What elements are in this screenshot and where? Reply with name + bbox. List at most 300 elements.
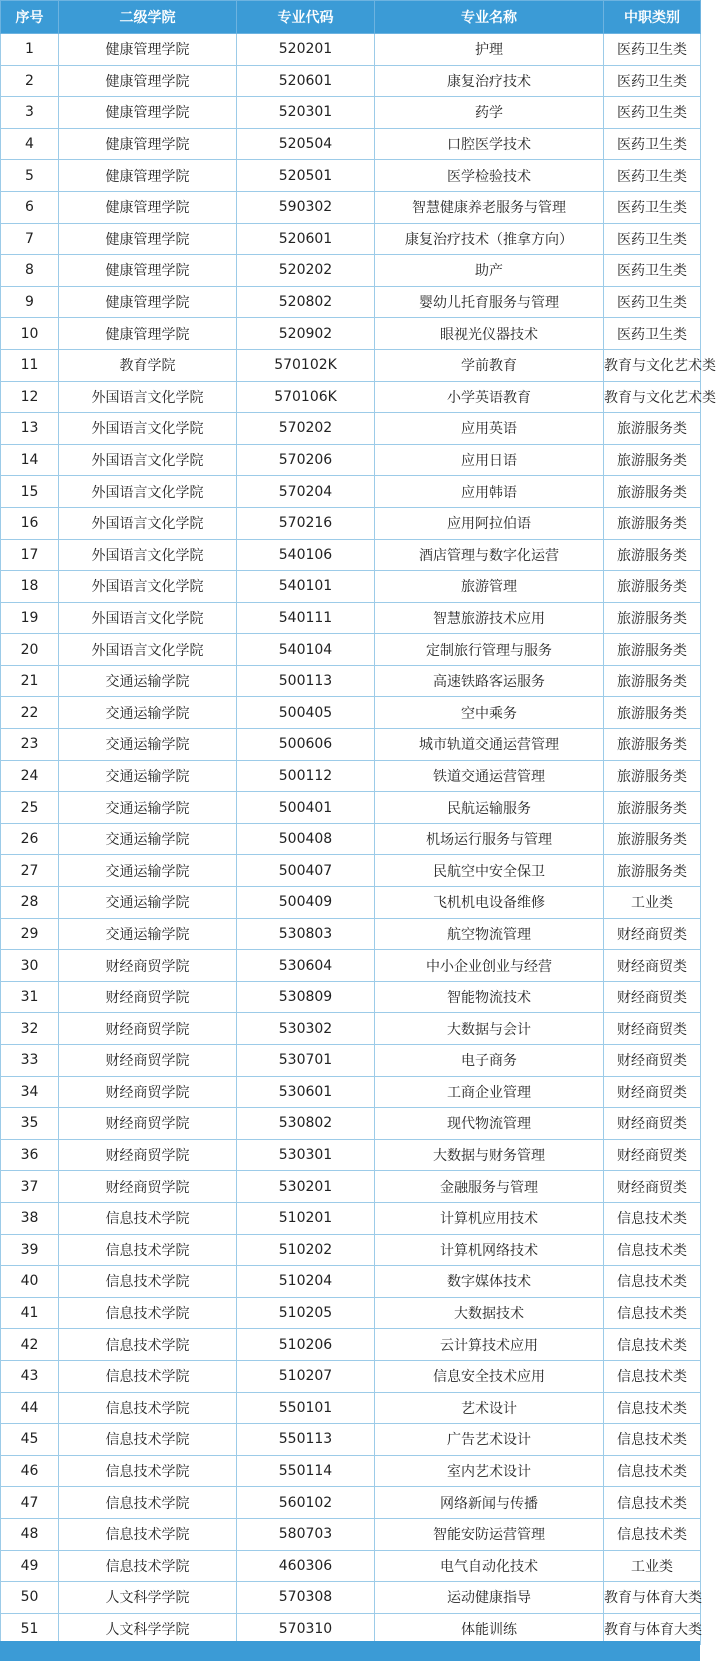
header-major-name: 专业名称: [375, 1, 604, 34]
cell-category: 信息技术类: [604, 1455, 701, 1487]
cell-college: 信息技术学院: [59, 1487, 237, 1519]
cell-major-name: 应用阿拉伯语: [375, 507, 604, 539]
cell-index: 48: [1, 1518, 59, 1550]
cell-index: 46: [1, 1455, 59, 1487]
footer-bar: [0, 1641, 700, 1661]
cell-category: 教育与体育大类: [604, 1582, 701, 1614]
cell-index: 3: [1, 97, 59, 129]
table-row: [1, 160, 701, 192]
cell-major-code: 570308: [237, 1582, 375, 1614]
cell-major-code: 560102: [237, 1487, 375, 1519]
cell-category: 旅游服务类: [604, 634, 701, 666]
cell-index: 33: [1, 1045, 59, 1077]
cell-category: 医药卫生类: [604, 191, 701, 223]
cell-college: 交通运输学院: [59, 792, 237, 824]
cell-college: 健康管理学院: [59, 97, 237, 129]
cell-college: 财经商贸学院: [59, 1076, 237, 1108]
cell-major-code: 570202: [237, 413, 375, 445]
cell-index: 25: [1, 792, 59, 824]
cell-major-code: 530803: [237, 918, 375, 950]
cell-major-name: 大数据与财务管理: [375, 1139, 604, 1171]
cell-category: 财经商贸类: [604, 950, 701, 982]
cell-major-name: 酒店管理与数字化运营: [375, 539, 604, 571]
cell-index: 11: [1, 349, 59, 381]
cell-college: 财经商贸学院: [59, 950, 237, 982]
cell-category: 教育与体育大类: [604, 1613, 701, 1645]
table-row: [1, 318, 701, 350]
cell-major-name: 小学英语教育: [375, 381, 604, 413]
cell-college: 外国语言文化学院: [59, 444, 237, 476]
cell-college: 健康管理学院: [59, 160, 237, 192]
cell-index: 6: [1, 191, 59, 223]
cell-major-name: 高速铁路客运服务: [375, 665, 604, 697]
cell-index: 39: [1, 1234, 59, 1266]
cell-category: 信息技术类: [604, 1234, 701, 1266]
cell-major-code: 570204: [237, 476, 375, 508]
cell-category: 信息技术类: [604, 1329, 701, 1361]
cell-major-name: 大数据技术: [375, 1297, 604, 1329]
cell-index: 37: [1, 1171, 59, 1203]
cell-major-name: 飞机机电设备维修: [375, 887, 604, 919]
cell-major-name: 计算机网络技术: [375, 1234, 604, 1266]
cell-index: 35: [1, 1108, 59, 1140]
cell-category: 信息技术类: [604, 1487, 701, 1519]
cell-college: 信息技术学院: [59, 1455, 237, 1487]
cell-major-name: 智慧旅游技术应用: [375, 602, 604, 634]
cell-major-name: 应用韩语: [375, 476, 604, 508]
cell-index: 8: [1, 255, 59, 287]
cell-major-code: 530809: [237, 981, 375, 1013]
table-row: [1, 665, 701, 697]
cell-major-code: 540101: [237, 571, 375, 603]
table-row: [1, 1202, 701, 1234]
table-row: [1, 1329, 701, 1361]
table-row: [1, 760, 701, 792]
cell-college: 财经商贸学院: [59, 1013, 237, 1045]
table-row: [1, 1455, 701, 1487]
cell-category: 旅游服务类: [604, 444, 701, 476]
cell-major-name: 空中乘务: [375, 697, 604, 729]
cell-category: 旅游服务类: [604, 507, 701, 539]
cell-index: 24: [1, 760, 59, 792]
cell-index: 12: [1, 381, 59, 413]
table-row: [1, 1171, 701, 1203]
cell-major-code: 500408: [237, 823, 375, 855]
cell-index: 19: [1, 602, 59, 634]
cell-major-name: 计算机应用技术: [375, 1202, 604, 1234]
table-row: [1, 1582, 701, 1614]
cell-college: 外国语言文化学院: [59, 507, 237, 539]
table-row: [1, 223, 701, 255]
cell-major-code: 570106K: [237, 381, 375, 413]
cell-index: 41: [1, 1297, 59, 1329]
cell-college: 财经商贸学院: [59, 1139, 237, 1171]
cell-major-name: 民航空中安全保卫: [375, 855, 604, 887]
table-row: [1, 65, 701, 97]
table-row: [1, 1076, 701, 1108]
cell-category: 信息技术类: [604, 1266, 701, 1298]
cell-category: 旅游服务类: [604, 602, 701, 634]
table-row: [1, 855, 701, 887]
cell-category: 旅游服务类: [604, 760, 701, 792]
cell-category: 旅游服务类: [604, 476, 701, 508]
cell-index: 9: [1, 286, 59, 318]
cell-index: 27: [1, 855, 59, 887]
cell-college: 人文科学学院: [59, 1613, 237, 1645]
cell-category: 旅游服务类: [604, 665, 701, 697]
cell-category: 医药卫生类: [604, 160, 701, 192]
cell-college: 外国语言文化学院: [59, 539, 237, 571]
cell-major-name: 定制旅行管理与服务: [375, 634, 604, 666]
cell-major-code: 570102K: [237, 349, 375, 381]
cell-major-name: 旅游管理: [375, 571, 604, 603]
cell-college: 外国语言文化学院: [59, 634, 237, 666]
cell-category: 旅游服务类: [604, 729, 701, 761]
cell-college: 健康管理学院: [59, 223, 237, 255]
cell-index: 22: [1, 697, 59, 729]
table-row: [1, 413, 701, 445]
table-row: [1, 823, 701, 855]
table-row: [1, 1013, 701, 1045]
cell-college: 外国语言文化学院: [59, 381, 237, 413]
cell-category: 医药卫生类: [604, 318, 701, 350]
cell-major-code: 510205: [237, 1297, 375, 1329]
cell-major-code: 530604: [237, 950, 375, 982]
cell-index: 1: [1, 34, 59, 66]
cell-category: 信息技术类: [604, 1360, 701, 1392]
table-header-row: [1, 1, 701, 34]
cell-major-name: 铁道交通运营管理: [375, 760, 604, 792]
cell-major-name: 护理: [375, 34, 604, 66]
table-row: [1, 476, 701, 508]
cell-index: 7: [1, 223, 59, 255]
cell-index: 51: [1, 1613, 59, 1645]
cell-index: 45: [1, 1424, 59, 1456]
table-row: [1, 1234, 701, 1266]
header-college: 二级学院: [59, 1, 237, 34]
table-row: [1, 1518, 701, 1550]
cell-major-code: 510207: [237, 1360, 375, 1392]
cell-index: 28: [1, 887, 59, 919]
cell-college: 信息技术学院: [59, 1297, 237, 1329]
header-category: 中职类别: [604, 1, 701, 34]
cell-category: 教育与文化艺术类: [604, 381, 701, 413]
table-row: [1, 571, 701, 603]
cell-index: 17: [1, 539, 59, 571]
table-row: [1, 1108, 701, 1140]
table-row: [1, 634, 701, 666]
table-row: [1, 1045, 701, 1077]
cell-college: 信息技术学院: [59, 1550, 237, 1582]
cell-index: 36: [1, 1139, 59, 1171]
cell-category: 教育与文化艺术类: [604, 349, 701, 381]
cell-major-code: 510206: [237, 1329, 375, 1361]
table-row: [1, 191, 701, 223]
cell-major-code: 540111: [237, 602, 375, 634]
cell-major-name: 口腔医学技术: [375, 128, 604, 160]
cell-major-name: 学前教育: [375, 349, 604, 381]
table-row: [1, 1139, 701, 1171]
cell-major-name: 康复治疗技术: [375, 65, 604, 97]
cell-college: 信息技术学院: [59, 1424, 237, 1456]
cell-category: 医药卫生类: [604, 65, 701, 97]
cell-college: 外国语言文化学院: [59, 602, 237, 634]
cell-major-name: 智能安防运营管理: [375, 1518, 604, 1550]
cell-major-code: 570310: [237, 1613, 375, 1645]
cell-category: 医药卫生类: [604, 34, 701, 66]
cell-category: 旅游服务类: [604, 571, 701, 603]
cell-college: 外国语言文化学院: [59, 571, 237, 603]
cell-major-name: 数字媒体技术: [375, 1266, 604, 1298]
cell-category: 财经商贸类: [604, 1076, 701, 1108]
cell-major-name: 电气自动化技术: [375, 1550, 604, 1582]
cell-index: 15: [1, 476, 59, 508]
cell-major-code: 530802: [237, 1108, 375, 1140]
cell-major-code: 530701: [237, 1045, 375, 1077]
cell-major-code: 530301: [237, 1139, 375, 1171]
cell-college: 外国语言文化学院: [59, 476, 237, 508]
cell-major-name: 云计算技术应用: [375, 1329, 604, 1361]
cell-major-code: 530302: [237, 1013, 375, 1045]
cell-major-code: 540104: [237, 634, 375, 666]
cell-index: 2: [1, 65, 59, 97]
cell-index: 29: [1, 918, 59, 950]
cell-college: 信息技术学院: [59, 1202, 237, 1234]
table-row: [1, 950, 701, 982]
table-row: [1, 697, 701, 729]
cell-major-name: 智能物流技术: [375, 981, 604, 1013]
cell-major-name: 体能训练: [375, 1613, 604, 1645]
cell-major-name: 电子商务: [375, 1045, 604, 1077]
cell-major-name: 室内艺术设计: [375, 1455, 604, 1487]
cell-category: 旅游服务类: [604, 823, 701, 855]
cell-major-name: 航空物流管理: [375, 918, 604, 950]
table-row: [1, 381, 701, 413]
cell-index: 38: [1, 1202, 59, 1234]
cell-index: 10: [1, 318, 59, 350]
table-row: [1, 34, 701, 66]
cell-major-code: 590302: [237, 191, 375, 223]
cell-major-code: 520802: [237, 286, 375, 318]
cell-major-code: 550113: [237, 1424, 375, 1456]
cell-major-name: 工商企业管理: [375, 1076, 604, 1108]
cell-index: 16: [1, 507, 59, 539]
cell-major-code: 520501: [237, 160, 375, 192]
cell-college: 信息技术学院: [59, 1234, 237, 1266]
table-row: [1, 1550, 701, 1582]
cell-college: 信息技术学院: [59, 1518, 237, 1550]
table-row: [1, 444, 701, 476]
cell-index: 26: [1, 823, 59, 855]
cell-college: 交通运输学院: [59, 665, 237, 697]
cell-major-code: 520601: [237, 65, 375, 97]
cell-major-name: 婴幼儿托育服务与管理: [375, 286, 604, 318]
cell-college: 健康管理学院: [59, 128, 237, 160]
table-row: [1, 1424, 701, 1456]
cell-college: 信息技术学院: [59, 1329, 237, 1361]
cell-college: 财经商贸学院: [59, 1045, 237, 1077]
cell-college: 健康管理学院: [59, 318, 237, 350]
cell-major-code: 500405: [237, 697, 375, 729]
cell-college: 交通运输学院: [59, 729, 237, 761]
cell-category: 旅游服务类: [604, 539, 701, 571]
table-row: [1, 887, 701, 919]
cell-index: 30: [1, 950, 59, 982]
cell-major-name: 智慧健康养老服务与管理: [375, 191, 604, 223]
cell-major-name: 眼视光仪器技术: [375, 318, 604, 350]
cell-major-name: 金融服务与管理: [375, 1171, 604, 1203]
table-row: [1, 792, 701, 824]
cell-index: 14: [1, 444, 59, 476]
table-body: [1, 34, 716, 1645]
cell-major-code: 500401: [237, 792, 375, 824]
cell-major-code: 530201: [237, 1171, 375, 1203]
cell-major-name: 现代物流管理: [375, 1108, 604, 1140]
cell-index: 42: [1, 1329, 59, 1361]
cell-college: 信息技术学院: [59, 1360, 237, 1392]
cell-major-name: 民航运输服务: [375, 792, 604, 824]
cell-category: 医药卫生类: [604, 223, 701, 255]
cell-college: 交通运输学院: [59, 823, 237, 855]
cell-major-code: 500606: [237, 729, 375, 761]
table-row: [1, 729, 701, 761]
cell-major-code: 570216: [237, 507, 375, 539]
cell-category: 旅游服务类: [604, 855, 701, 887]
cell-index: 34: [1, 1076, 59, 1108]
cell-index: 47: [1, 1487, 59, 1519]
cell-major-name: 应用英语: [375, 413, 604, 445]
cell-category: 工业类: [604, 1550, 701, 1582]
cell-category: 旅游服务类: [604, 792, 701, 824]
cell-college: 信息技术学院: [59, 1392, 237, 1424]
cell-category: 工业类: [604, 887, 701, 919]
cell-major-name: 康复治疗技术（推拿方向）: [375, 223, 604, 255]
cell-category: 财经商贸类: [604, 1108, 701, 1140]
cell-index: 13: [1, 413, 59, 445]
cell-category: 信息技术类: [604, 1202, 701, 1234]
cell-category: 医药卫生类: [604, 255, 701, 287]
cell-category: 医药卫生类: [604, 128, 701, 160]
cell-college: 外国语言文化学院: [59, 413, 237, 445]
table-row: [1, 349, 701, 381]
cell-college: 健康管理学院: [59, 34, 237, 66]
cell-college: 交通运输学院: [59, 887, 237, 919]
cell-index: 20: [1, 634, 59, 666]
table-row: [1, 981, 701, 1013]
cell-index: 18: [1, 571, 59, 603]
table-row: [1, 918, 701, 950]
cell-major-code: 510202: [237, 1234, 375, 1266]
cell-major-name: 中小企业创业与经营: [375, 950, 604, 982]
cell-major-code: 580703: [237, 1518, 375, 1550]
cell-college: 交通运输学院: [59, 697, 237, 729]
cell-major-name: 广告艺术设计: [375, 1424, 604, 1456]
cell-index: 49: [1, 1550, 59, 1582]
cell-major-name: 助产: [375, 255, 604, 287]
cell-major-name: 医学检验技术: [375, 160, 604, 192]
cell-college: 财经商贸学院: [59, 1171, 237, 1203]
cell-index: 43: [1, 1360, 59, 1392]
cell-college: 交通运输学院: [59, 855, 237, 887]
cell-college: 健康管理学院: [59, 191, 237, 223]
cell-major-code: 520201: [237, 34, 375, 66]
cell-index: 32: [1, 1013, 59, 1045]
cell-major-code: 520902: [237, 318, 375, 350]
cell-index: 4: [1, 128, 59, 160]
cell-college: 健康管理学院: [59, 286, 237, 318]
cell-major-name: 大数据与会计: [375, 1013, 604, 1045]
table-row: [1, 1360, 701, 1392]
cell-college: 人文科学学院: [59, 1582, 237, 1614]
cell-major-code: 520601: [237, 223, 375, 255]
table-row: [1, 507, 701, 539]
header-index: 序号: [1, 1, 59, 34]
cell-major-name: 应用日语: [375, 444, 604, 476]
cell-index: 31: [1, 981, 59, 1013]
cell-major-code: 550101: [237, 1392, 375, 1424]
cell-index: 21: [1, 665, 59, 697]
cell-index: 23: [1, 729, 59, 761]
cell-major-code: 500113: [237, 665, 375, 697]
cell-college: 教育学院: [59, 349, 237, 381]
cell-index: 50: [1, 1582, 59, 1614]
table-row: [1, 128, 701, 160]
cell-category: 信息技术类: [604, 1424, 701, 1456]
cell-major-code: 510204: [237, 1266, 375, 1298]
cell-major-code: 530601: [237, 1076, 375, 1108]
cell-category: 财经商贸类: [604, 918, 701, 950]
cell-major-name: 信息安全技术应用: [375, 1360, 604, 1392]
cell-major-code: 520202: [237, 255, 375, 287]
cell-category: 财经商贸类: [604, 1013, 701, 1045]
cell-index: 44: [1, 1392, 59, 1424]
cell-major-name: 机场运行服务与管理: [375, 823, 604, 855]
cell-index: 5: [1, 160, 59, 192]
cell-category: 旅游服务类: [604, 697, 701, 729]
cell-major-code: 540106: [237, 539, 375, 571]
cell-category: 医药卫生类: [604, 286, 701, 318]
cell-category: 信息技术类: [604, 1392, 701, 1424]
cell-college: 交通运输学院: [59, 918, 237, 950]
cell-category: 财经商贸类: [604, 1139, 701, 1171]
table-row: [1, 1487, 701, 1519]
cell-category: 信息技术类: [604, 1518, 701, 1550]
table-row: [1, 539, 701, 571]
cell-college: 交通运输学院: [59, 760, 237, 792]
cell-major-code: 500407: [237, 855, 375, 887]
table-row: [1, 97, 701, 129]
cell-category: 财经商贸类: [604, 981, 701, 1013]
cell-category: 信息技术类: [604, 1297, 701, 1329]
cell-college: 财经商贸学院: [59, 981, 237, 1013]
cell-major-code: 500409: [237, 887, 375, 919]
cell-category: 旅游服务类: [604, 413, 701, 445]
cell-major-code: 520504: [237, 128, 375, 160]
table-row: [1, 286, 701, 318]
cell-major-name: 城市轨道交通运营管理: [375, 729, 604, 761]
table-row: [1, 1266, 701, 1298]
cell-index: 40: [1, 1266, 59, 1298]
header-major-code: 专业代码: [237, 1, 375, 34]
cell-major-code: 510201: [237, 1202, 375, 1234]
cell-major-name: 艺术设计: [375, 1392, 604, 1424]
cell-major-code: 550114: [237, 1455, 375, 1487]
cell-college: 财经商贸学院: [59, 1108, 237, 1140]
cell-major-name: 药学: [375, 97, 604, 129]
cell-category: 医药卫生类: [604, 97, 701, 129]
cell-college: 信息技术学院: [59, 1266, 237, 1298]
cell-college: 健康管理学院: [59, 255, 237, 287]
